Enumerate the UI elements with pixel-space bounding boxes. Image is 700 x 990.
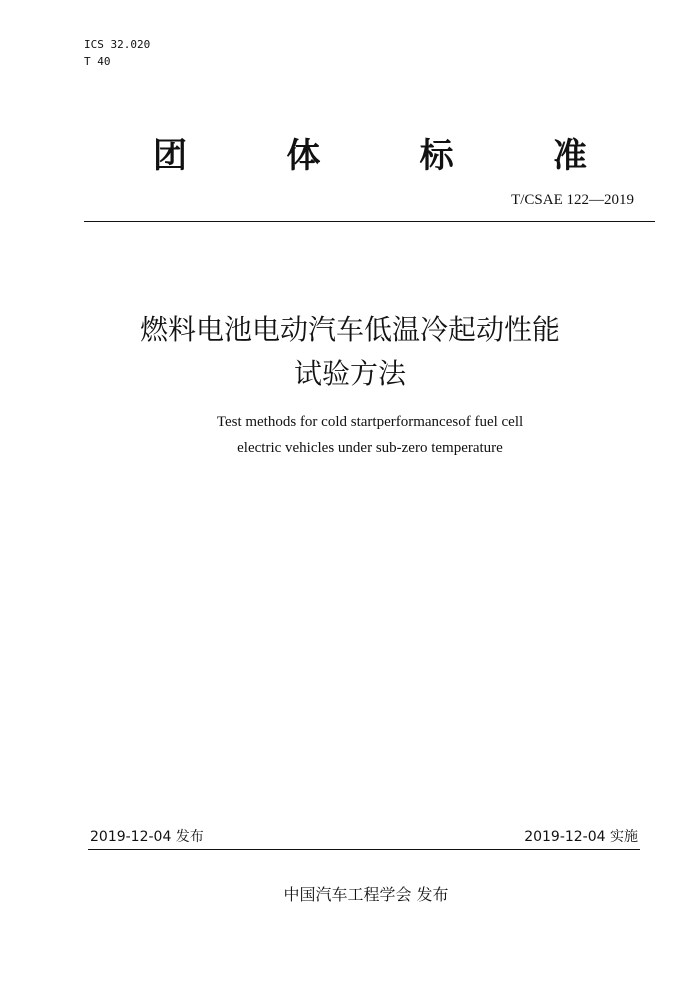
header-divider xyxy=(84,221,655,222)
standard-code: T/CSAE 122—2019 xyxy=(511,192,634,208)
implementation-date: 2019-12-04 实施 xyxy=(524,829,638,845)
ics-code: ICS 32.020 xyxy=(84,38,151,51)
standard-type-char: 准 xyxy=(552,136,587,176)
ccs-code: T 40 xyxy=(84,55,111,68)
footer-divider xyxy=(88,849,640,850)
standard-type-char: 标 xyxy=(419,136,454,176)
standard-type-heading xyxy=(120,128,620,177)
title-chinese-line: 试验方法 xyxy=(293,357,406,390)
title-english-line: electric vehicles under sub-zero temperature xyxy=(237,440,503,456)
title-chinese xyxy=(0,308,700,396)
standard-type-char: 体 xyxy=(286,136,321,176)
standard-type-char: 团 xyxy=(153,136,187,176)
issue-date: 2019-12-04 发布 xyxy=(90,829,204,845)
publisher: 中国汽车工程学会 发布 xyxy=(283,885,449,904)
classification-codes xyxy=(84,36,150,70)
title-chinese-line: 燃料电池电动汽车低温冷起动性能 xyxy=(139,313,560,346)
title-english-line: Test methods for cold startperformancesof fuel cell xyxy=(216,414,524,430)
title-english xyxy=(0,409,700,461)
